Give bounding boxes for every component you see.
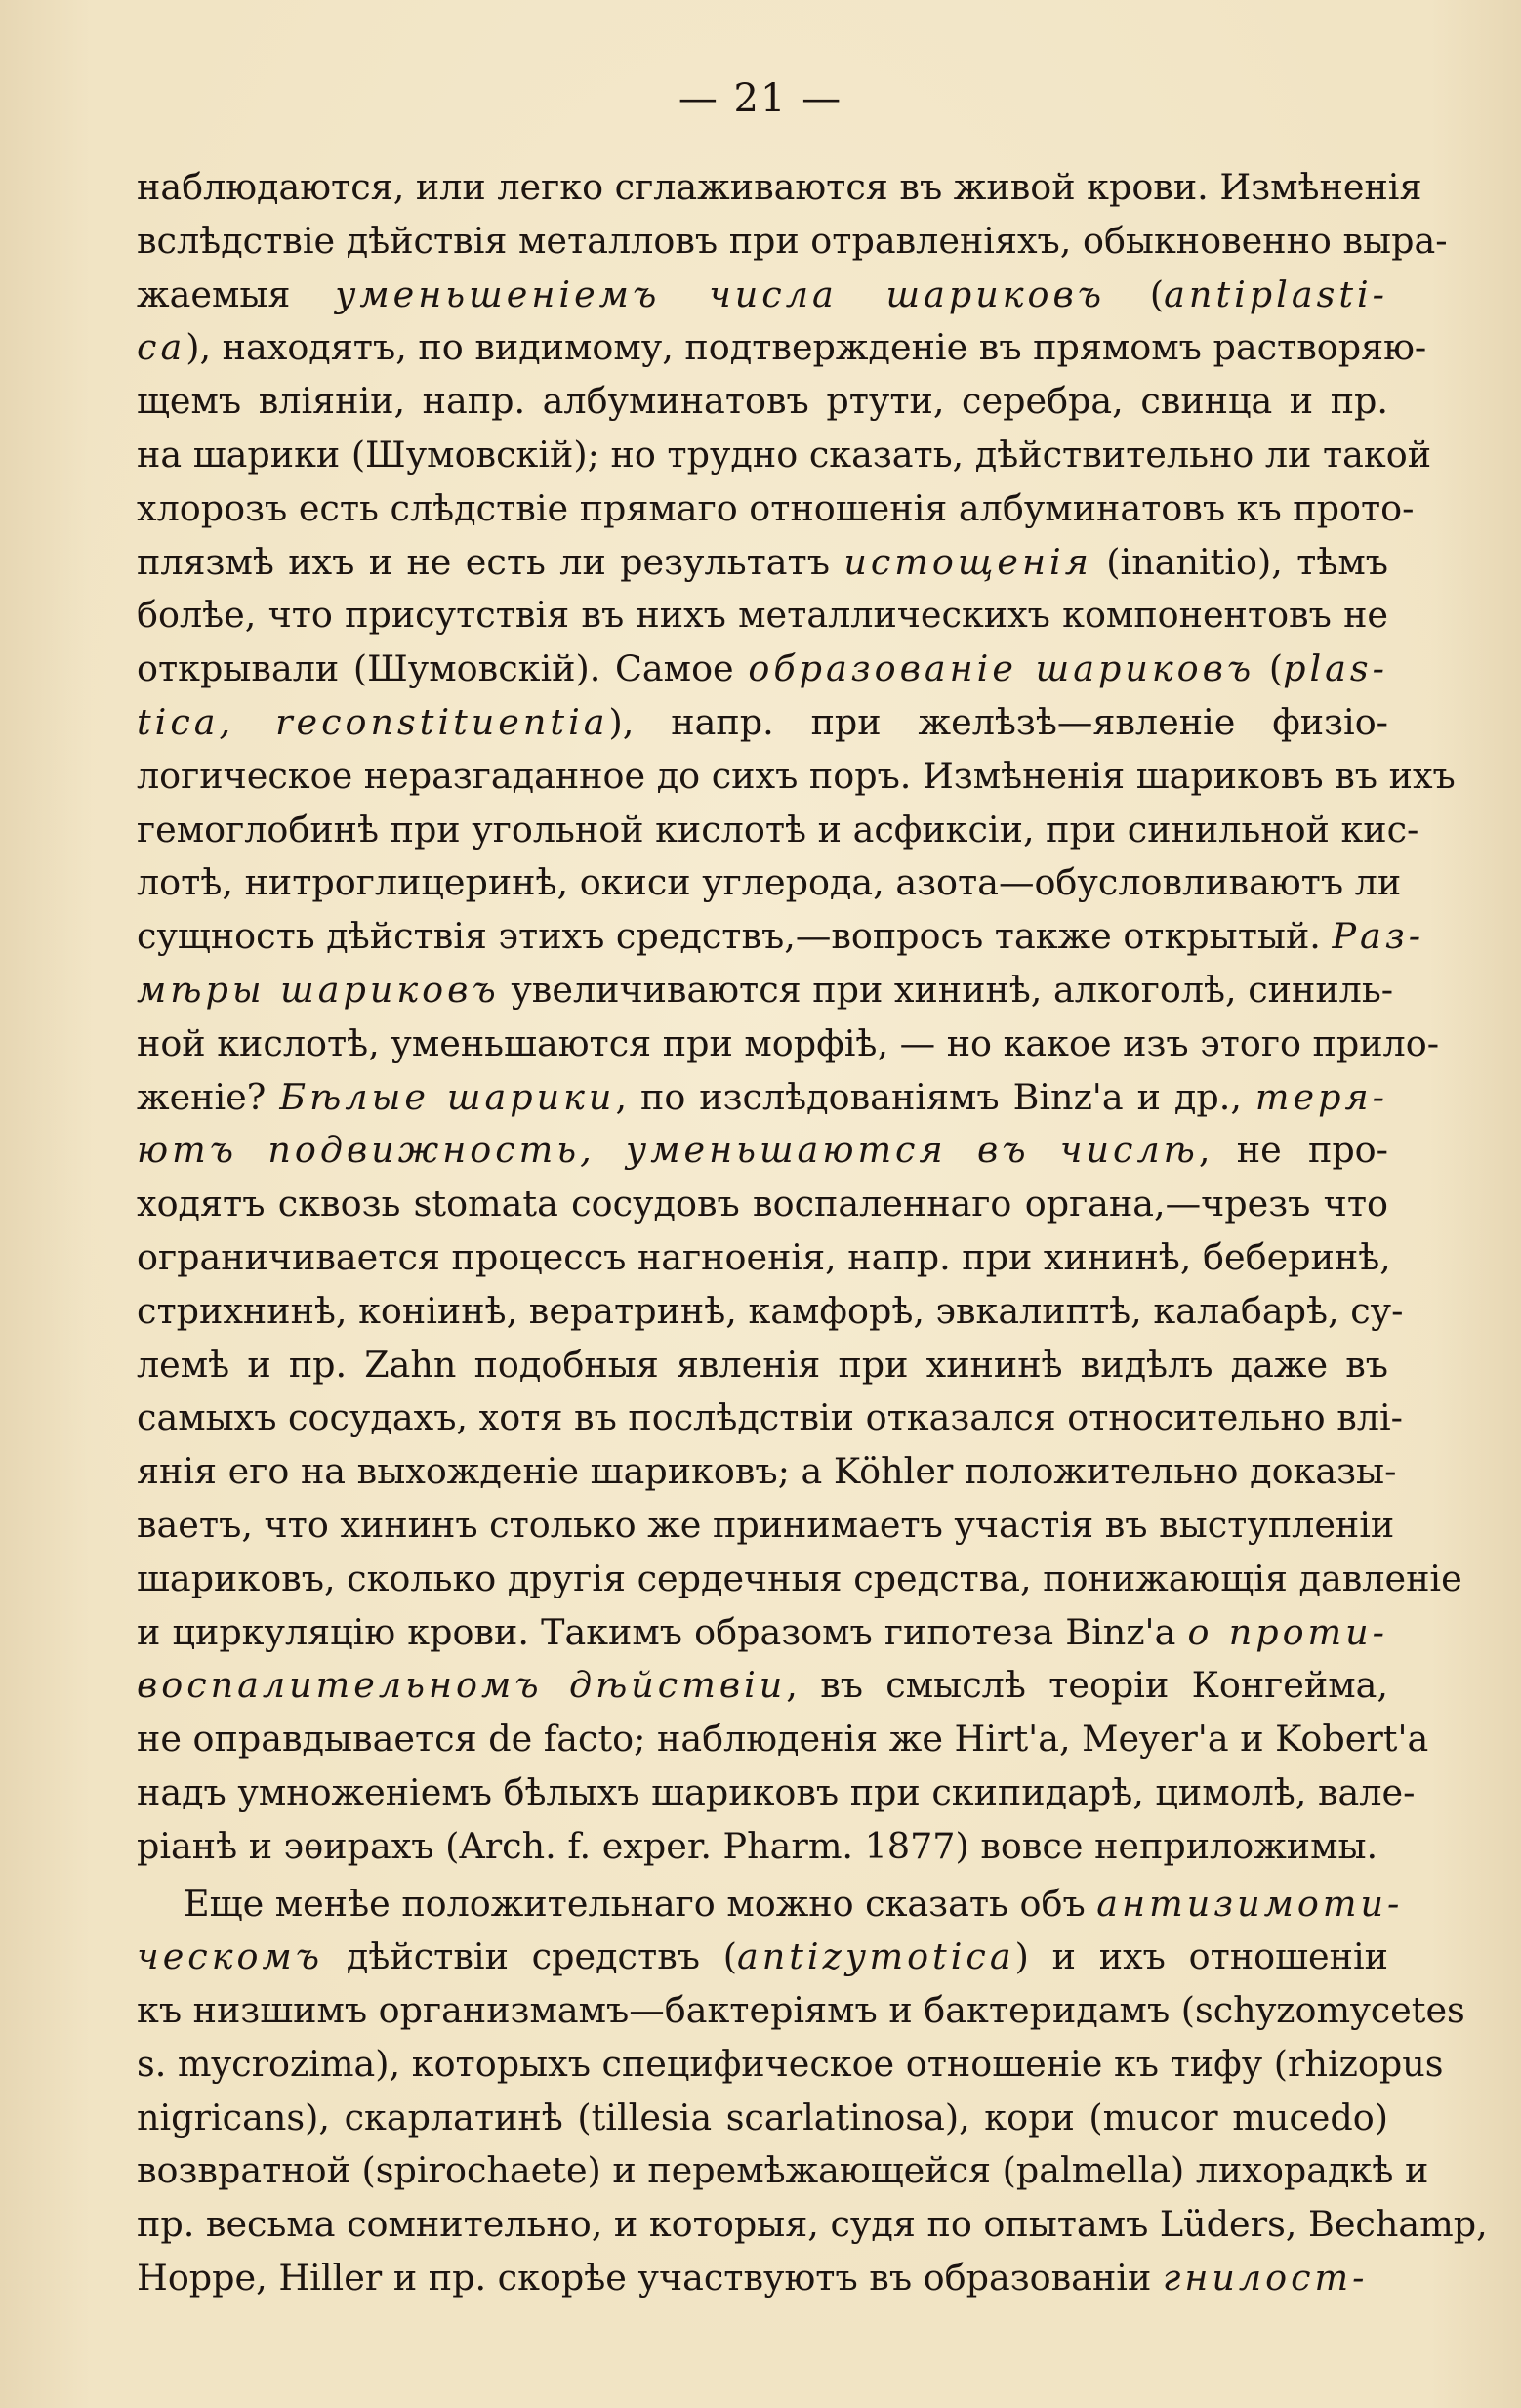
text-line: на шарики (Шумовскій); но трудно сказать, дѣйствительно ли такой bbox=[137, 433, 1432, 476]
emphasis: ютъ подвижность, уменьшаются въ числѣ bbox=[137, 1129, 1199, 1172]
emphasis: мѣры шариковъ bbox=[137, 968, 500, 1011]
text-line: не оправдывается de facto; наблюденія же Hirt'а, Meyer'а и Kobert'а bbox=[137, 1718, 1429, 1761]
text-line: хлорозъ есть слѣдствіе прямаго отношенія албуминатовъ къ прото- bbox=[137, 486, 1415, 529]
text-line: ческомъ дѣйствіи средствъ (antizymotica) и ихъ отношеніи bbox=[137, 1935, 1388, 1978]
text-line: Hoppe, Hiller и пр. скорѣе участвуютъ въ образованіи гнилост- bbox=[137, 2257, 1369, 2300]
text-line: жаемыя уменьшеніемъ числа шариковъ (antiplastі- bbox=[137, 272, 1388, 315]
emphasis: tica, reconstituentia bbox=[137, 700, 609, 743]
page-number: — 21 — bbox=[678, 76, 843, 121]
text-line: къ низшимъ организмамъ—бактеріямъ и бактеридамъ (schyzomycetes bbox=[137, 1989, 1465, 2032]
text-line: ріанѣ и эѳирахъ (Arch. f. exper. Pharm. 1877) вовсе неприложимы. bbox=[137, 1824, 1378, 1867]
emphasis: ческомъ bbox=[137, 1935, 324, 1978]
text-line: самыхъ сосудахъ, хотя въ послѣдствіи отказался относительно влі- bbox=[137, 1396, 1403, 1439]
body-text bbox=[137, 161, 1488, 2305]
text-line: и циркуляцію крови. Такимъ образомъ гипотеза Binz'а о проти- bbox=[137, 1610, 1388, 1653]
text-line: мѣры шариковъ увеличиваются при хининѣ, алкоголѣ, синиль- bbox=[137, 968, 1394, 1011]
text-line: стрихнинѣ, коніинѣ, вератринѣ, камфорѣ, эвкалиптѣ, калабарѣ, су- bbox=[137, 1289, 1404, 1332]
text-line: плязмѣ ихъ и не есть ли результатъ истощенія (inanitio), тѣмъ bbox=[137, 540, 1388, 583]
text-line: пр. весьма сомнительно, и которыя, судя по опытамъ Lüders, Bechamp, bbox=[137, 2203, 1488, 2246]
text-line: ca), находятъ, по видимому, подтвержденіе въ прямомъ растворяю- bbox=[137, 326, 1427, 369]
text-line: открывали (Шумовскій). Самое образованіе шариковъ (plas- bbox=[137, 647, 1388, 690]
text-line: nigricans), скарлатинѣ (tillesia scarlatinosa), кори (mucor mucedo) bbox=[137, 2096, 1388, 2138]
emphasis: истощенія bbox=[843, 540, 1092, 583]
text-line: лемѣ и пр. Zahn подобныя явленія при хининѣ видѣлъ даже въ bbox=[137, 1343, 1388, 1386]
emphasis: plas- bbox=[1283, 647, 1388, 690]
text-line: воспалительномъ дѣйствіи, въ смыслѣ теоріи Конгейма, bbox=[137, 1664, 1388, 1707]
text-line: лотѣ, нитроглицеринѣ, окиси углерода, азота—обусловливаютъ ли bbox=[137, 861, 1402, 904]
emphasis: ca bbox=[137, 326, 186, 369]
text-line: ограничивается процессъ нагноенія, напр. при хининѣ, беберинѣ, bbox=[137, 1235, 1391, 1278]
emphasis: гнилост- bbox=[1162, 2257, 1369, 2300]
text-line: наблюдаются, или легко сглаживаются въ живой крови. Измѣненія bbox=[137, 166, 1422, 208]
text-line: шариковъ, сколько другія сердечныя средства, понижающія давленіе bbox=[137, 1557, 1462, 1599]
emphasis: образованіе шариковъ bbox=[748, 647, 1255, 690]
text-line: возвратной (spirochaete) и перемѣжающейся (palmella) лихорадкѣ и bbox=[137, 2149, 1429, 2192]
emphasis: теря- bbox=[1254, 1075, 1388, 1118]
text-line: Еще менѣе положительнаго можно сказать объ антизимоти- bbox=[184, 1882, 1404, 1925]
text-line: гемоглобинѣ при угольной кислотѣ и асфиксіи, при синильной кис- bbox=[137, 808, 1419, 851]
text-line: ютъ подвижность, уменьшаются въ числѣ, не про- bbox=[137, 1129, 1388, 1172]
text-line: tica, reconstituentia), напр. при желѣзѣ—явленіе физіо- bbox=[137, 700, 1389, 743]
text-line: щемъ вліяніи, напр. албуминатовъ ртути, серебра, свинца и пр. bbox=[137, 380, 1388, 423]
emphasis: Бѣлые шарики bbox=[279, 1075, 616, 1118]
text-line: надъ умноженіемъ бѣлыхъ шариковъ при скипидарѣ, цимолѣ, вале- bbox=[137, 1770, 1416, 1813]
emphasis: antiplastі- bbox=[1164, 272, 1388, 315]
text-line: s. mycrozima), которыхъ специфическое отношеніе къ тифу (rhizopus bbox=[137, 2042, 1444, 2085]
text-line: логическое неразгаданное до сихъ поръ. Измѣненія шариковъ въ ихъ bbox=[137, 754, 1456, 797]
text-line: янія его на выхожденіе шариковъ; а Köhler положительно доказы- bbox=[137, 1450, 1397, 1493]
text-line: болѣе, что присутствія въ нихъ металлическихъ компонентовъ не bbox=[137, 594, 1388, 637]
emphasis: уменьшеніемъ числа шариковъ bbox=[335, 272, 1106, 315]
text-line: ваетъ, что хининъ столько же принимаетъ участія въ выступленіи bbox=[137, 1503, 1395, 1546]
text-line: женіе? Бѣлые шарики, по изслѣдованіямъ Binz'а и др., теря- bbox=[137, 1075, 1388, 1118]
text-line: ходятъ сквозь stomata сосудовъ воспаленнаго органа,—чрезъ что bbox=[137, 1183, 1388, 1225]
emphasis: Раз- bbox=[1332, 915, 1425, 958]
emphasis: антизимоти- bbox=[1096, 1882, 1404, 1925]
emphasis: antizymotica bbox=[737, 1935, 1015, 1978]
emphasis: о проти- bbox=[1187, 1610, 1388, 1653]
text-line: ной кислотѣ, уменьшаются при морфіѣ, — но какое изъ этого прило- bbox=[137, 1021, 1440, 1064]
text-line: сущность дѣйствія этихъ средствъ,—вопросъ также открытый. Раз- bbox=[137, 915, 1425, 958]
text-line: вслѣдствіе дѣйствія металловъ при отравленіяхъ, обыкновенно выра- bbox=[137, 219, 1448, 262]
emphasis: воспалительномъ дѣйствіи bbox=[137, 1664, 787, 1707]
